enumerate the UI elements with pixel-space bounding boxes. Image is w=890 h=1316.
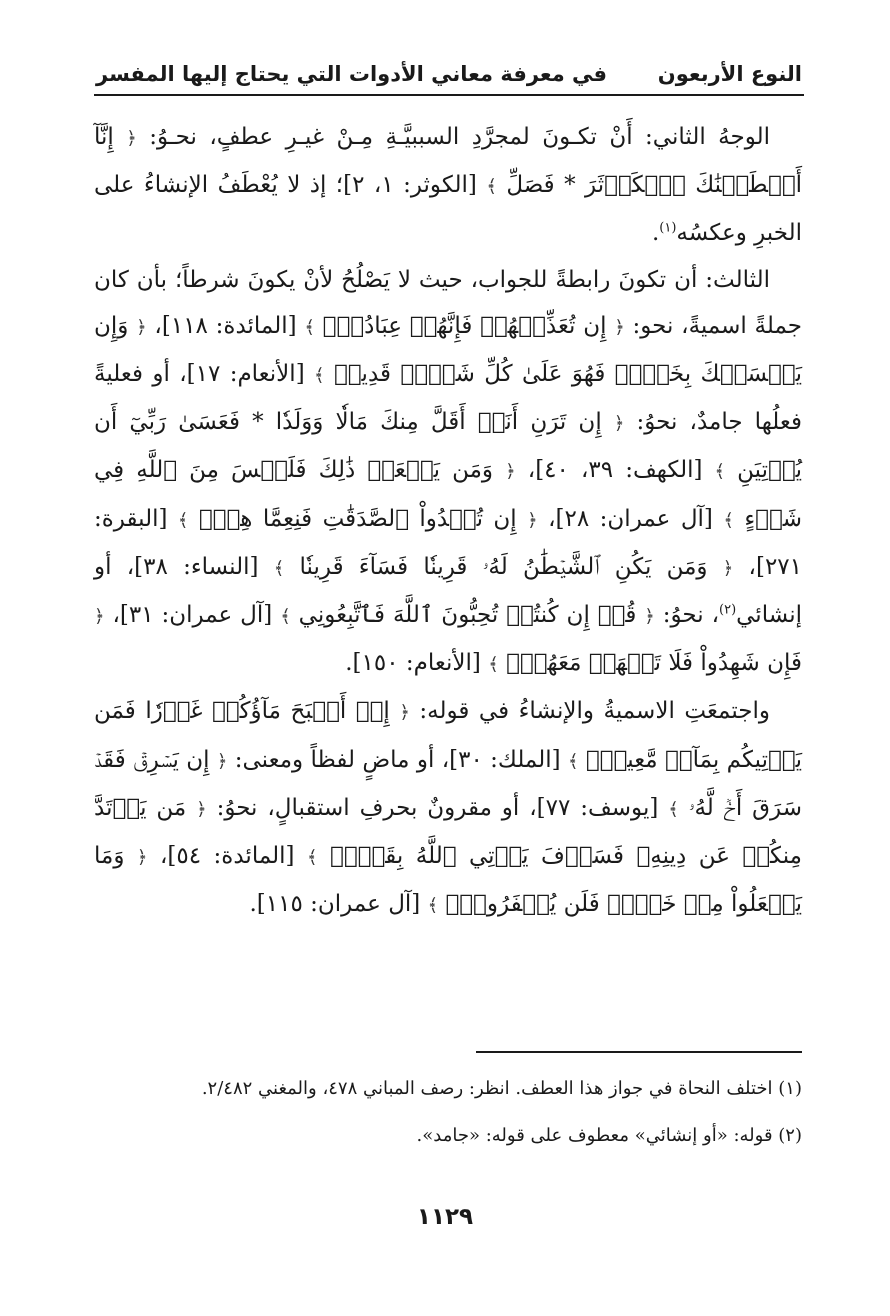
paragraph-third-aspect: الثالث: أن تكونَ رابطةً للجواب، حيث لا يَصْلُحُ لأنْ يكونَ شرطاً؛ بأن كان جملةً اسميةً، نحو: ﴿ إِن تُعَذِّبۡهُمۡ فَإِنَّهُمۡ عِبَادُكَۖ ﴾ [المائدة: ١١٨]، ﴿ وَإِن يَمۡسَسۡكَ بِخَيۡرٖ فَهُوَ عَلَىٰ كُلِّ شَيۡءٖ قَدِيرٞ ﴾ [الأنعام: ١٧]، أو فعليةً فعلُها جامدٌ، نحوُ: ﴿ إِن تَرَنِ أَنَا۠ أَقَلَّ مِنكَ مَالٗا وَوَلَدٗا * فَعَسَىٰ رَبِّيٓ أَن يُؤۡتِيَنِ ﴾ [الكهف: ٣٩، ٤٠]، ﴿ وَمَن يَفۡعَلۡ ذَٰلِكَ فَلَيۡسَ مِنَ ٱللَّهِ فِي شَيۡءٍ ﴾ [آل عمران: ٢٨]، ﴿ إِن تُبۡدُواْ ٱلصَّدَقَٰتِ فَنِعِمَّا هِيَۖ ﴾ [البقرة: ٢٧١]، ﴿ وَمَن يَكُنِ ٱلشَّيۡطَٰنُ لَهُۥ قَرِينٗا فَسَآءَ قَرِينٗا ﴾ [النساء: ٣٨]، أو إنشائي$^{(٢)}$، نحوُ: ﴿ قُلۡ إِن كُنتُمۡ تُحِبُّونَ ٱللَّهَ فَٱتَّبِعُونِي ﴾ [آل عمران: ٣١]، ﴿ فَإِن شَهِدُواْ فَلَا تَشۡهَدۡ مَعَهُمۡۚ ﴾ [الأنعام: ١٥٠]. [94, 266, 803, 677]
running-header-section-title: في معرفة معاني الأدوات التي يحتاج إليها المفسر [96, 62, 608, 86]
footnotes [94, 1065, 802, 1159]
footnote-2: (٢) قوله: «أو إنشائي» معطوف على قوله: «جامد». [416, 1125, 802, 1146]
page-number: ١١٢٩ [416, 1204, 474, 1230]
body-text [94, 114, 802, 929]
paragraph-second-aspect: الوجهُ الثاني: أَنْ تكـونَ لمجرَّدِ السببيَّـةِ مِـنْ غيـرِ عطفٍ، نحـوُ: ﴿ إِنَّآ أَعۡطَيۡنَٰكَ ٱلۡكَوۡثَرَ * فَصَلِّ ﴾ [الكوثر: ١، ٢]؛ إذ لا يُعْطَفُ الإنشاءُ على الخبرِ وعكسُه$^{(١)}$. [94, 124, 803, 247]
running-header-chapter: النوع الأربعون [657, 62, 802, 86]
paragraph-combined: واجتمعَتِ الاسميةُ والإنشاءُ في قوله: ﴿ إِنۡ أَصۡبَحَ مَآؤُكُمۡ غَوۡرٗا فَمَن يَأۡتِيكُم بِمَآءٖ مَّعِينِۭ ﴾ [الملك: ٣٠]، أو ماضٍ لفظاً ومعنى: ﴿ إِن يَسۡرِقۡ فَقَدۡ سَرَقَ أَخٞ لَّهُۥ ﴾ [يوسف: ٧٧]، أو مقرونٌ بحرفِ استقبالٍ، نحوُ: ﴿ مَن يَرۡتَدَّ مِنكُمۡ عَن دِينِهِۦ فَسَوۡفَ يَأۡتِي ٱللَّهُ بِقَوۡمٖ ﴾ [المائدة: ٥٤]، ﴿ وَمَا يَفۡعَلُواْ مِنۡ خَيۡرٖ فَلَن يُكۡفَرُوهُۗ ﴾ [آل عمران: ١١٥]. [94, 698, 802, 918]
header-rule [94, 94, 804, 96]
footnote-rule [476, 1051, 802, 1053]
running-header [96, 46, 802, 86]
footnote-1: (١) اختلف النحاة في جواز هذا العطف. انظر: رصف المباني ٤٧٨، والمغني ٢/٤٨٢. [201, 1078, 802, 1099]
